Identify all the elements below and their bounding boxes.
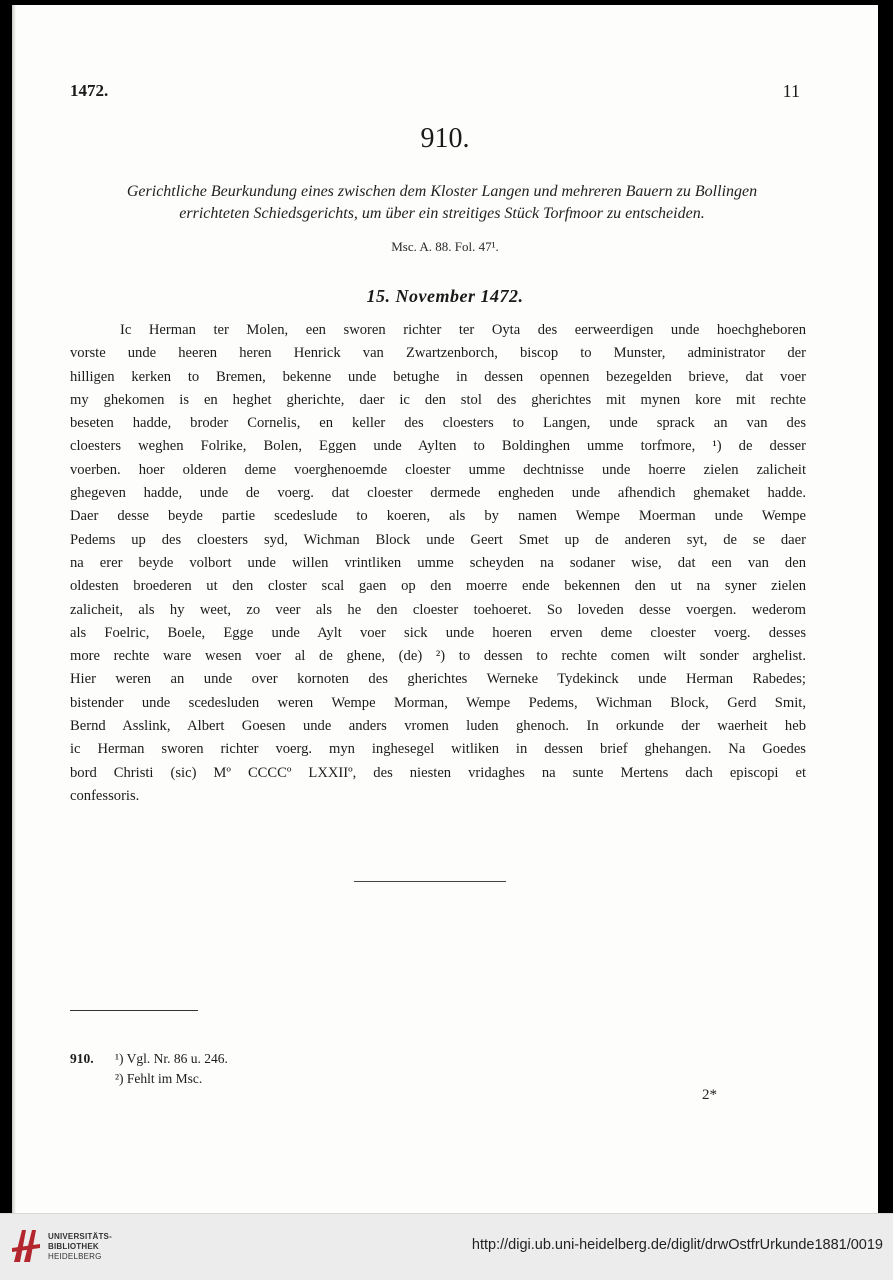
body-line: Bernd Asslink, Albert Goesen unde anders vromen luden ghenoch. In orkunde der waerheit heb <box>70 718 806 735</box>
body-line: vorste unde heeren heren Henrick van Zwartzenborch, biscop to Munster, administrator der <box>70 345 806 362</box>
body-line: confessoris. <box>70 787 140 804</box>
body-line: cloesters weghen Folrike, Bolen, Eggen unde Aylten to Boldinghen umme torfmore, ¹) de desser <box>70 438 806 455</box>
document-title <box>72 181 812 225</box>
body-line: zalicheit, als hy weet, zo veer als he den cloester toehoeret. So loveden desse voergen. wederom <box>70 601 806 618</box>
body-line: ic Herman sworen richter voerg. myn inghesegel witliken in dessen brief ghehangen. Na Goedes <box>70 741 806 758</box>
printer-signature-mark: 2* <box>702 1087 717 1103</box>
page-edge <box>12 5 16 1213</box>
library-crest-icon <box>8 1222 44 1270</box>
body-line: my ghekomen is en heghet gherichte, daer ic den stol des gherichtes mit mynen kore mit rechte <box>70 391 806 408</box>
footnote-rule <box>70 1010 198 1011</box>
body-line: Pedems up des cloesters syd, Wichman Block unde Geert Smet up de anderen syt, de se daer <box>70 531 806 548</box>
body-line: na erer beyde volbort unde willen vrintliken umme scheyden na sodaner wise, dat een van den <box>70 554 806 571</box>
body-line: hilligen kerken to Bremen, bekenne unde betughe in dessen opennen bezegelden brieve, dat voer <box>70 368 806 385</box>
document-number: 910. <box>420 123 470 154</box>
footnote-doc-number: 910. <box>70 1051 94 1066</box>
body-line: Hier weren an unde over kornoten des gherichtes Werneke Tydekinck unde Herman Rabedes; <box>70 671 806 688</box>
scanned-page <box>12 5 878 1213</box>
permalink-url[interactable]: http://digi.ub.uni-heidelberg.de/diglit/drwOstfrUrkunde1881/0019 <box>471 1237 883 1253</box>
body-line: beseten hadde, broder Cornelis, en keller des cloesters to Langen, unde sprack an van des <box>70 415 806 432</box>
body-line: bord Christi (sic) Mº CCCCº LXXIIº, des niesten vridaghes na sunte Mertens dach episcopi et <box>70 764 806 781</box>
body-line: oldesten broederen ut den closter scal gaen op den moerre ende bekennen den ut na syner zielen <box>70 578 806 595</box>
body-line: Daer desse beyde partie scedeslude to koeren, als by namen Wempe Moerman unde Wempe <box>70 508 806 525</box>
body-line: more rechte ware wesen voer al de ghene, (de) ²) to dessen to rechte comen wilt sonder arghelist. <box>70 648 806 665</box>
section-divider <box>354 881 506 882</box>
library-name <box>48 1232 112 1262</box>
document-title-line: errichteten Schiedsgerichts, um über ein streitiges Stück Torfmoor zu entscheiden. <box>179 205 705 222</box>
running-header-year: 1472. <box>70 81 109 100</box>
body-line: ghegeven hadde, unde de voerg. dat cloester dermede engheden unde afhendich ghemaket hadde. <box>70 485 806 502</box>
body-line: als Foelric, Boele, Egge unde Aylt voer sick unde hoeren erven deme cloester voerg. desses <box>70 624 806 641</box>
footnote-row <box>70 1069 228 1089</box>
footnotes <box>70 1049 228 1089</box>
library-name-line: HEIDELBERG <box>48 1252 102 1261</box>
viewer-footer <box>0 1213 893 1280</box>
manuscript-source: Msc. A. 88. Fol. 47¹. <box>391 239 499 254</box>
running-header-page-number: 11 <box>782 81 800 101</box>
document-body <box>70 319 806 808</box>
footnote-row <box>70 1049 228 1069</box>
library-name-line: BIBLIOTHEK <box>48 1242 99 1251</box>
body-line: bistender unde scedesluden weren Wempe Morman, Wempe Pedems, Wichman Block, Gerd Smit, <box>70 694 806 711</box>
body-line: voerben. hoer olderen deme voerghenoemde cloester umme dechtnisse unde hoerre zielen zalicheit <box>70 461 806 478</box>
document-title-line: Gerichtliche Beurkundung eines zwischen dem Kloster Langen und mehreren Bauern zu Bollingen <box>126 183 758 200</box>
body-line: Ic Herman ter Molen, een sworen richter ter Oyta des eerweerdigen unde hoechgheboren <box>120 322 806 338</box>
document-date: 15. November 1472. <box>366 286 524 306</box>
footnote-text: ²) Fehlt im Msc. <box>115 1071 203 1086</box>
library-name-line: UNIVERSITÄTS- <box>48 1232 112 1241</box>
library-logo[interactable] <box>8 1222 118 1272</box>
footnote-text: ¹) Vgl. Nr. 86 u. 246. <box>115 1051 228 1066</box>
